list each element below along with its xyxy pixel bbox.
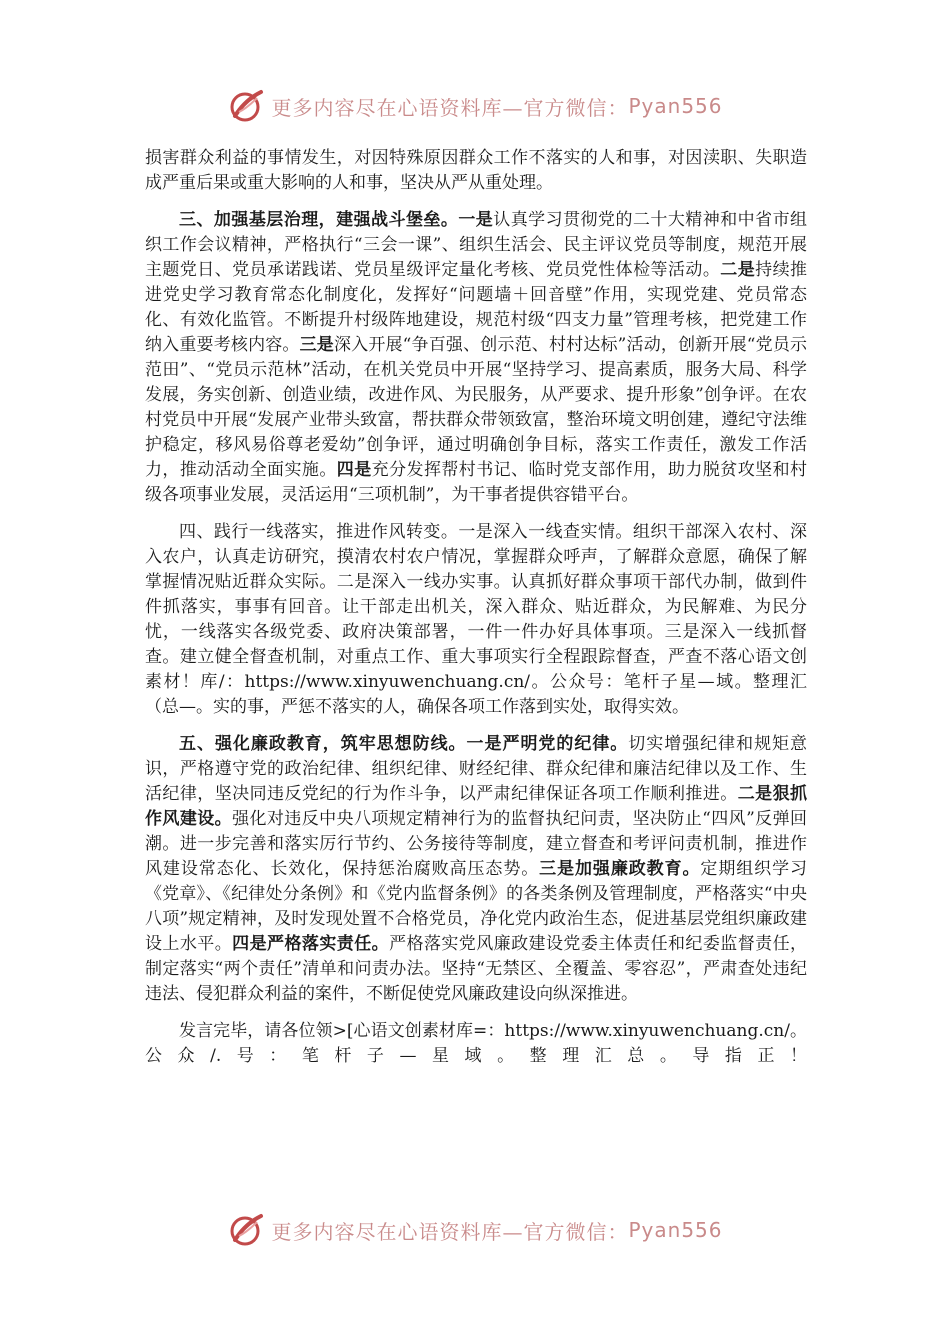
text-run: 严格落实党风廉政建设党委主体责任和纪委监督责任，制定落实“两个责任”清单和问责办法。坚持“无禁区、全覆盖、零容忍”，严肃查处违纪违法、侵犯群众利益的案件，不断促使党风廉政建设向纵深推进。 xyxy=(145,934,808,1004)
watermark-text: 更多内容尽在心语资料库—官方微信： xyxy=(271,1219,629,1244)
text-run: 发言完毕，请各位领>[心语文创素材库=：https://www.xinyuwenchuang.cn/。公众/.号：笔杆子—星域。整理汇总。导指正！ xyxy=(145,1021,807,1066)
point-label: 四是严格落实责任。 xyxy=(232,934,390,954)
point-label: 三是加强廉政教育。 xyxy=(539,859,701,879)
watermark-wechat-id: Pyan556 xyxy=(628,94,723,118)
point-label: 二是狠抓作风建设。 xyxy=(145,784,808,829)
text-run: 持续推进党史学习教育常态化制度化，发挥好“问题墙＋回音壁”作用，实现党建、党员常态化、有效化监管。不断提升村级阵地建设，规范村级“四支力量”管理考核，把党建工作纳入重要考核内容。 xyxy=(145,260,808,355)
paragraph-closing xyxy=(145,1019,807,1069)
point-label: 三是 xyxy=(299,335,334,355)
paragraph-1 xyxy=(145,146,807,196)
paragraph-section-5 xyxy=(145,732,807,1007)
watermark-header xyxy=(0,84,950,128)
text-run: 认真学习贯彻党的二十大精神和中省市组织工作会议精神，严格执行“三会一课”、组织生活会、民主评议党员等制度，规范开展主题党日、党员承诺践诺、党员星级评定量化考核、党员党性体检等活动。 xyxy=(145,210,808,280)
point-label: 二是 xyxy=(720,260,756,280)
watermark-footer xyxy=(0,1208,950,1252)
paragraph-section-3 xyxy=(145,208,807,508)
text-run: 定期组织学习《党章》、《纪律处分条例》和《党内监督条例》的各类条例及管理制度，严格落实“中央八项”规定精神，及时发现处置不合格党员，净化党内政治生态，促进基层党组织廉政建设上水平。 xyxy=(145,859,808,954)
paragraph-section-4 xyxy=(145,520,807,720)
text-run: 强化对违反中央八项规定精神行为的监督执纪问责，坚决防止“四风”反弹回潮。进一步完善和落实厉行节约、公务接待等制度，建立督查和考评问责机制，推进作风建设常态化、长效化，保持惩治腐败高压态势。 xyxy=(145,809,807,879)
section-heading: 三、加强基层治理，建强战斗堡垒。 xyxy=(179,210,459,230)
brush-logo-icon xyxy=(227,86,267,126)
text-run: 损害群众利益的事情发生，对因特殊原因群众工作不落实的人和事，对因渎职、失职造成严重后果或重大影响的人和事，坚决从严从重处理。 xyxy=(145,148,807,193)
point-label: 一是严明党的纪律。 xyxy=(466,734,629,754)
brush-logo-icon xyxy=(227,1210,267,1250)
text-run: 充分发挥帮村书记、临时党支部作用，助力脱贫攻坚和村级各项事业发展，灵活运用“三项机制”，为干事者提供容错平台。 xyxy=(145,460,808,505)
text-run: 切实增强纪律和规矩意识，严格遵守党的政治纪律、组织纪律、财经纪律、群众纪律和廉洁纪律以及工作、生活纪律，坚决同违反党纪的行为作斗争，以严肃纪律保证各项工作顺利推进。 xyxy=(145,734,808,804)
text-run: 深入开展“争百强、创示范、村村达标”活动，创新开展“党员示范田”、“党员示范林”活动，在机关党员中开展“坚持学习、提高素质，服务大局、科学发展，务实创新、创造业绩，改进作风、为民服务，从严要求、提升形象”创争评。在农村党员中开展“发展产业带头致富，帮扶群众带领致富，整治环境文明创建，遵纪守法维护稳定，移风易俗尊老爱幼”创争评，通过明确创争目标，落实工作责任，激发工作活力，推动活动全面实施。 xyxy=(145,335,808,480)
document-body xyxy=(145,146,807,1081)
section-heading: 五、强化廉政教育，筑牢思想防线。 xyxy=(179,734,467,754)
point-label: 一是 xyxy=(458,210,494,230)
point-label: 四是 xyxy=(336,460,372,480)
watermark-text: 更多内容尽在心语资料库—官方微信： xyxy=(271,95,629,120)
text-run: 四、践行一线落实，推进作风转变。一是深入一线查实情。组织干部深入农村、深入农户，认真走访研究，摸清农村农户情况，掌握群众呼声，了解群众意愿，确保了解掌握情况贴近群众实际。二是深入一线办实事。认真抓好群众事项干部代办制，做到件件抓落实，事事有回音。让干部走出机关，深入群众、贴近群众，为民解难、为民分忧，一线落实各级党委、政府决策部署，一件一件办好具体事项。三是深入一线抓督查。建立健全督查机制，对重点工作、重大事项实行全程跟踪督查，严查不落心语文创素材！库/：https://www.xinyuwenchuang.cn/。公众号：笔杆子星—域。整理汇（总—。实的事，严惩不落实的人，确保各项工作落到实处，取得实效。 xyxy=(145,522,807,717)
watermark-wechat-id: Pyan556 xyxy=(628,1218,723,1242)
